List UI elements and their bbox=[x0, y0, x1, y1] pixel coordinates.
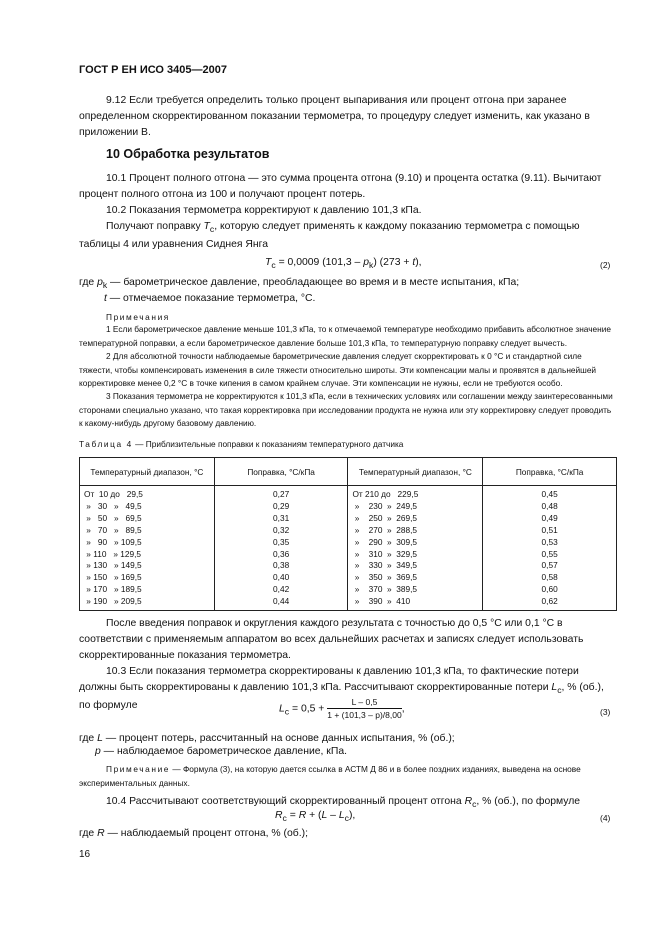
paragraph-10-1: 10.1 Процент полного отгона — это сумма процента отгона (9.10) и процента остатка (9.11). Вычитают процент полного отгона из 100 и получают процент потерь. bbox=[79, 173, 602, 200]
table-cell: 0,60 bbox=[483, 584, 617, 596]
table-cell: » 90 » 109,5 bbox=[80, 537, 215, 549]
table-cell: 0,49 bbox=[483, 513, 617, 525]
section-title: 10 Обработка результатов bbox=[106, 147, 270, 161]
table-cell: 0,45 bbox=[483, 486, 617, 501]
where-t: t — отмечаемое показание термометра, °С. bbox=[104, 293, 316, 304]
where-pk: где $p_k$ — барометрическое давление, преобладающее во время и в месте испытания, кПа; bbox=[79, 277, 520, 291]
table-cell: От 210 до 229,5 bbox=[348, 486, 483, 501]
where-L: где L — процент потерь, рассчитанный на основе данных испытания, % (об.); bbox=[79, 733, 455, 744]
note-2: 2 Для абсолютной точности наблюдаемые барометрические давления следует скорректировать к 0 °С и стандартной силе тяжести, чтобы компенсировать изменения в силе тяжести относительно широты. Эти компенсации малы и проявятся в дальнейшей корректировке менее 0,2 °С в точке кипения в самом крайнем случае. Эти компенсации не нужны, если не требуются особо. bbox=[79, 351, 597, 388]
table-cell: » 310 » 329,5 bbox=[348, 549, 483, 561]
table-cell: » 70 » 89,5 bbox=[80, 525, 215, 537]
table-cell: 0,62 bbox=[483, 596, 617, 610]
equation-2: $T_c = 0,0009$ $(101,3 - p_k)$ (273 + t), bbox=[265, 257, 422, 271]
table-cell: 0,42 bbox=[214, 584, 348, 596]
table-header-cell: Температурный диапазон, °С bbox=[348, 458, 483, 486]
table-cell: » 330 » 349,5 bbox=[348, 560, 483, 572]
table-cell: 0,35 bbox=[214, 537, 348, 549]
equation-3: $L_c = 0,5$ + $\frac{L - 0,5}{1 + (101,3 - p)/8,00}$ , bbox=[279, 697, 405, 720]
table-cell: 0,53 bbox=[483, 537, 617, 549]
paragraph-9-12: 9.12 Если требуется определить только процент выпаривания или процент отгона при заранее определенном скорректированном показании термометра, то процедуру следует изменить, как указано в приложении В. bbox=[79, 95, 590, 138]
paragraph-10-4: 10.4 Рассчитывают соответствующий скорректированный процент отгона $R_c$, % (об.), по формуле bbox=[106, 796, 581, 810]
table-row bbox=[80, 486, 617, 501]
table-cell: » 130 » 149,5 bbox=[80, 560, 215, 572]
table-cell: » 370 » 389,5 bbox=[348, 584, 483, 596]
table-cell: » 30 » 49,5 bbox=[80, 501, 215, 513]
table-cell: 0,48 bbox=[483, 501, 617, 513]
table-cell: 0,38 bbox=[214, 560, 348, 572]
table-row bbox=[80, 525, 617, 537]
table-cell: 0,44 bbox=[214, 596, 348, 610]
table-cell: » 230 » 249,5 bbox=[348, 501, 483, 513]
equation-2-number: (2) bbox=[600, 260, 611, 270]
note-1: 1 Если барометрическое давление меньше 101,3 кПа, то к отмечаемой температуре необходимо прибавить абсолютное значение температурной поправки, а если барометрическое давление больше 101,3 кПа, то температурную поправку следует вычесть. bbox=[79, 324, 611, 348]
table-row bbox=[80, 584, 617, 596]
table-cell: » 250 » 269,5 bbox=[348, 513, 483, 525]
where-p: p — наблюдаемое барометрическое давление, кПа. bbox=[95, 746, 347, 757]
table-cell: 0,36 bbox=[214, 549, 348, 561]
standard-code-header: ГОСТ Р ЕН ИСО 3405—2007 bbox=[79, 64, 227, 76]
equation-4-number: (4) bbox=[600, 813, 611, 823]
table-cell: » 150 » 169,5 bbox=[80, 572, 215, 584]
notes-title: Примечания bbox=[106, 312, 170, 322]
table-cell: » 290 » 309,5 bbox=[348, 537, 483, 549]
page-number: 16 bbox=[79, 849, 91, 860]
paragraph-after-table: После введения поправок и округления каждого результата с точностью до 0,5 °С или 0,1 °С в соответствии с применяемым аппаратом во всех дальнейших расчетах и записях следует использовать скорректированные показания термометра. bbox=[79, 618, 584, 661]
table-row bbox=[80, 549, 617, 561]
table-cell: » 190 » 209,5 bbox=[80, 596, 215, 610]
table-cell: » 50 » 69,5 bbox=[80, 513, 215, 525]
table-cell: » 170 » 189,5 bbox=[80, 584, 215, 596]
equation-3-fraction: $\frac{L - 0,5}{1 + (101,3 - p)/8,00}$ bbox=[327, 697, 402, 720]
table-row bbox=[80, 501, 617, 513]
table-cell: 0,57 bbox=[483, 560, 617, 572]
table-header-cell: Поправка, °С/кПа bbox=[214, 458, 348, 486]
table-row bbox=[80, 537, 617, 549]
table-cell: » 350 » 369,5 bbox=[348, 572, 483, 584]
table-cell: 0,31 bbox=[214, 513, 348, 525]
table-row bbox=[80, 560, 617, 572]
table-cell: 0,32 bbox=[214, 525, 348, 537]
table-cell: 0,27 bbox=[214, 486, 348, 501]
table-cell: » 110 » 129,5 bbox=[80, 549, 215, 561]
table-header-cell: Температурный диапазон, °С bbox=[80, 458, 215, 486]
table-row bbox=[80, 572, 617, 584]
table-cell: 0,51 bbox=[483, 525, 617, 537]
table-row bbox=[80, 596, 617, 610]
paragraph-10-3: 10.3 Если показания термометра скорректированы к давлению 101,3 кПа, то фактические потери должны быть скорректированы к давлению 101,3 кПа. Рассчитывают скорректированные потери $L_c$, % (об.), по формуле bbox=[79, 666, 604, 712]
equation-3-number: (3) bbox=[600, 707, 611, 717]
equation-4: $R_c = R + (L - L_c)$, bbox=[275, 810, 356, 824]
table-header-row bbox=[80, 458, 617, 486]
paragraph-10-2-b: Получают поправку $T_c$, которую следует применять к каждому показанию термометра с помощью таблицы 4 или уравнения Сиднея Янга bbox=[79, 221, 580, 251]
table-cell: От 10 до 29,5 bbox=[80, 486, 215, 501]
table-4-caption: Таблица 4 — Приблизительные поправки к показаниям температурного датчика bbox=[79, 439, 404, 449]
table-cell: 0,40 bbox=[214, 572, 348, 584]
paragraph-10-2: 10.2 Показания термометра корректируют к давлению 101,3 кПа. bbox=[106, 205, 422, 216]
table-cell: » 390 » 410 bbox=[348, 596, 483, 610]
table-cell: 0,55 bbox=[483, 549, 617, 561]
table-4 bbox=[79, 457, 617, 611]
table-cell: » 270 » 288,5 bbox=[348, 525, 483, 537]
where-R: где R — наблюдаемый процент отгона, % (об.); bbox=[79, 828, 308, 839]
table-header-cell: Поправка, °С/кПа bbox=[483, 458, 617, 486]
note-3: 3 Показания термометра не корректируются к 101,3 кПа, если в технических условиях или соглашении между заинтересованными сторонами специально указано, что такая корректировка при исследовании продукта не нужна или эту корректировку следует проводить к какому-нибудь другому базовому давлению. bbox=[79, 391, 613, 428]
table-cell: 0,29 bbox=[214, 501, 348, 513]
table-row bbox=[80, 513, 617, 525]
table-cell: 0,58 bbox=[483, 572, 617, 584]
note-formula-3: Примечание — Формула (3), на которую дается ссылка в АСТМ Д 86 и в более поздних изданиях, выведена на основе экспериментальных данных. bbox=[79, 764, 581, 788]
